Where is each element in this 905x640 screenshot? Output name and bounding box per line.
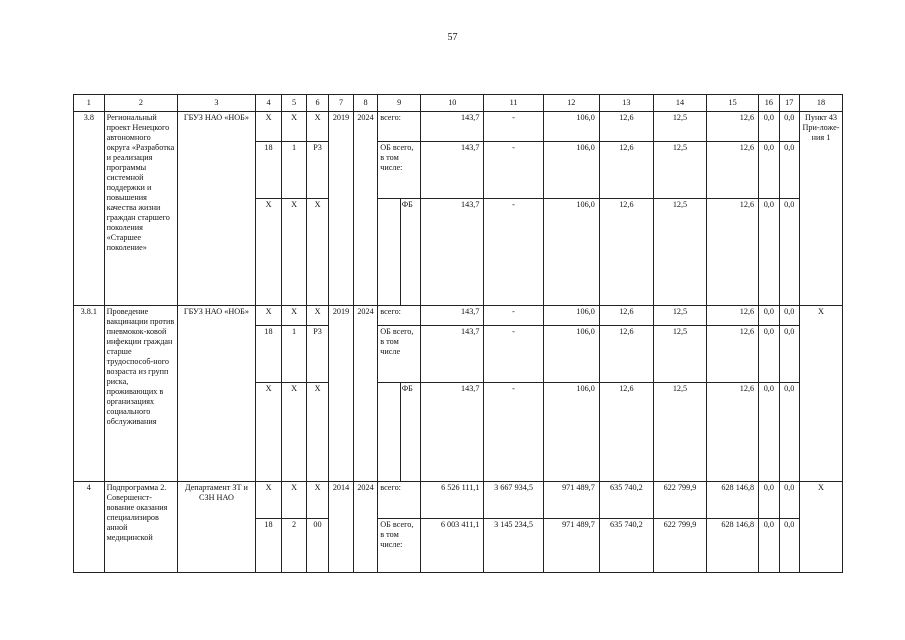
value-c11: 3 667 934,5 <box>484 482 543 519</box>
cell-c5: 1 <box>282 142 307 199</box>
header-cell: 10 <box>421 95 484 112</box>
value-c16: 0,0 <box>759 482 779 519</box>
cell-c6: Р3 <box>306 142 328 199</box>
source-label: ОБ всего, в том числе: <box>378 142 421 199</box>
cell-c4: Х <box>255 112 282 142</box>
table-row <box>74 112 843 142</box>
value-c11: - <box>484 199 543 306</box>
value-c13: 12,6 <box>599 142 653 199</box>
cell-c4: Х <box>255 482 282 519</box>
value-c14: 12,5 <box>653 112 706 142</box>
value-c11: - <box>484 326 543 383</box>
value-c15: 628 146,8 <box>707 519 759 573</box>
value-c15: 12,6 <box>707 112 759 142</box>
value-c16: 0,0 <box>759 112 779 142</box>
cell-c6: Х <box>306 199 328 306</box>
value-c13: 12,6 <box>599 326 653 383</box>
row-name: Региональный проект Ненецкого автономного округа «Разработка и реализация программы системной поддержки и повышения качества жизни граждан старшего поколения «Старшее поколение» <box>104 112 178 306</box>
cell-c5: Х <box>282 482 307 519</box>
value-c13: 12,6 <box>599 383 653 482</box>
year-end: 2024 <box>353 482 378 573</box>
value-c16: 0,0 <box>759 199 779 306</box>
header-cell: 8 <box>353 95 378 112</box>
year-start: 2014 <box>329 482 354 573</box>
year-start: 2019 <box>329 112 354 306</box>
value-c15: 12,6 <box>707 199 759 306</box>
header-cell: 4 <box>255 95 282 112</box>
program-table <box>73 94 843 573</box>
value-c17: 0,0 <box>779 383 799 482</box>
row-id: 4 <box>74 482 105 573</box>
value-c15: 628 146,8 <box>707 482 759 519</box>
value-c10: 143,7 <box>421 112 484 142</box>
value-c13: 12,6 <box>599 306 653 326</box>
value-c14: 12,5 <box>653 306 706 326</box>
value-c12: 106,0 <box>543 306 599 326</box>
source-label: всего: <box>378 482 421 519</box>
cell-c5: Х <box>282 306 307 326</box>
value-c10: 143,7 <box>421 326 484 383</box>
value-c10: 143,7 <box>421 199 484 306</box>
header-cell: 1 <box>74 95 105 112</box>
header-cell: 5 <box>282 95 307 112</box>
value-c15: 12,6 <box>707 142 759 199</box>
row-executor: ГБУЗ НАО «НОБ» <box>178 112 256 306</box>
value-c16: 0,0 <box>759 519 779 573</box>
header-cell: 18 <box>799 95 842 112</box>
value-c16: 0,0 <box>759 142 779 199</box>
value-c17: 0,0 <box>779 519 799 573</box>
page-number: 57 <box>447 32 458 43</box>
value-c17: 0,0 <box>779 482 799 519</box>
cell-c6: Х <box>306 306 328 326</box>
cell-c4: Х <box>255 199 282 306</box>
cell-c4: Х <box>255 306 282 326</box>
cell-c5: Х <box>282 112 307 142</box>
source-label <box>378 383 400 482</box>
row-name: Проведение вакцинации против пневмокок-ковой инфекции граждан старше трудоспособ-ного возраста из групп риска, проживающих в организациях социального обслуживания <box>104 306 178 482</box>
value-c15: 12,6 <box>707 306 759 326</box>
cell-c4: 18 <box>255 519 282 573</box>
value-c17: 0,0 <box>779 142 799 199</box>
header-cell: 13 <box>599 95 653 112</box>
value-c10: 143,7 <box>421 306 484 326</box>
value-c15: 12,6 <box>707 326 759 383</box>
source-label: ОБ всего, в том числе <box>378 326 421 383</box>
value-c10: 143,7 <box>421 142 484 199</box>
cell-c6: Х <box>306 482 328 519</box>
source-label: ОБ всего, в том числе: <box>378 519 421 573</box>
value-c10: 143,7 <box>421 383 484 482</box>
cell-c4: Х <box>255 383 282 482</box>
value-c11: 3 145 234,5 <box>484 519 543 573</box>
cell-c6: Р3 <box>306 326 328 383</box>
value-c13: 635 740,2 <box>599 519 653 573</box>
header-cell: 15 <box>707 95 759 112</box>
header-row <box>74 95 843 112</box>
cell-c4: 18 <box>255 326 282 383</box>
value-c12: 106,0 <box>543 326 599 383</box>
value-c12: 106,0 <box>543 112 599 142</box>
year-start: 2019 <box>329 306 354 482</box>
value-c14: 622 799,9 <box>653 482 706 519</box>
row-name: Подпрограмма 2. Совершенст-вование оказания специализиров анной медицинской <box>104 482 178 573</box>
table-row <box>74 306 843 326</box>
table-row <box>74 482 843 519</box>
value-c11: - <box>484 112 543 142</box>
cell-c6: Х <box>306 383 328 482</box>
value-c13: 12,6 <box>599 112 653 142</box>
source-label: всего: <box>378 112 421 142</box>
value-c11: - <box>484 383 543 482</box>
value-c14: 12,5 <box>653 199 706 306</box>
value-c17: 0,0 <box>779 306 799 326</box>
cell-c6: 00 <box>306 519 328 573</box>
header-cell: 9 <box>378 95 421 112</box>
header-cell: 14 <box>653 95 706 112</box>
value-c12: 106,0 <box>543 383 599 482</box>
cell-c4: 18 <box>255 142 282 199</box>
value-c11: - <box>484 306 543 326</box>
value-c14: 12,5 <box>653 142 706 199</box>
cell-c5: Х <box>282 199 307 306</box>
value-c10: 6 526 111,1 <box>421 482 484 519</box>
source-label <box>378 199 400 306</box>
cell-c5: Х <box>282 383 307 482</box>
header-cell: 3 <box>178 95 256 112</box>
header-cell: 2 <box>104 95 178 112</box>
value-c12: 106,0 <box>543 142 599 199</box>
value-c17: 0,0 <box>779 326 799 383</box>
cell-c5: 2 <box>282 519 307 573</box>
value-c12: 971 489,7 <box>543 519 599 573</box>
value-c13: 12,6 <box>599 199 653 306</box>
row-note: Х <box>799 482 842 573</box>
header-cell: 11 <box>484 95 543 112</box>
header-cell: 17 <box>779 95 799 112</box>
value-c12: 106,0 <box>543 199 599 306</box>
row-id: 3.8 <box>74 112 105 306</box>
value-c14: 12,5 <box>653 383 706 482</box>
value-c15: 12,6 <box>707 383 759 482</box>
year-end: 2024 <box>353 306 378 482</box>
header-cell: 7 <box>329 95 354 112</box>
row-executor: ГБУЗ НАО «НОБ» <box>178 306 256 482</box>
header-cell: 16 <box>759 95 779 112</box>
value-c13: 635 740,2 <box>599 482 653 519</box>
value-c14: 12,5 <box>653 326 706 383</box>
source-label: всего: <box>378 306 421 326</box>
value-c17: 0,0 <box>779 199 799 306</box>
value-c12: 971 489,7 <box>543 482 599 519</box>
value-c16: 0,0 <box>759 383 779 482</box>
cell-c5: 1 <box>282 326 307 383</box>
header-cell: 6 <box>306 95 328 112</box>
row-note: Пункт 43 При-ложе-ния 1 <box>799 112 842 306</box>
year-end: 2024 <box>353 112 378 306</box>
value-c17: 0,0 <box>779 112 799 142</box>
cell-c6: Х <box>306 112 328 142</box>
value-c14: 622 799,9 <box>653 519 706 573</box>
value-c16: 0,0 <box>759 306 779 326</box>
value-c11: - <box>484 142 543 199</box>
value-c10: 6 003 411,1 <box>421 519 484 573</box>
row-note: Х <box>799 306 842 482</box>
row-executor: Департамент ЗТ и СЗН НАО <box>178 482 256 573</box>
source-sublabel: ФБ <box>400 199 420 306</box>
source-sublabel: ФБ <box>400 383 420 482</box>
value-c16: 0,0 <box>759 326 779 383</box>
row-id: 3.8.1 <box>74 306 105 482</box>
header-cell: 12 <box>543 95 599 112</box>
